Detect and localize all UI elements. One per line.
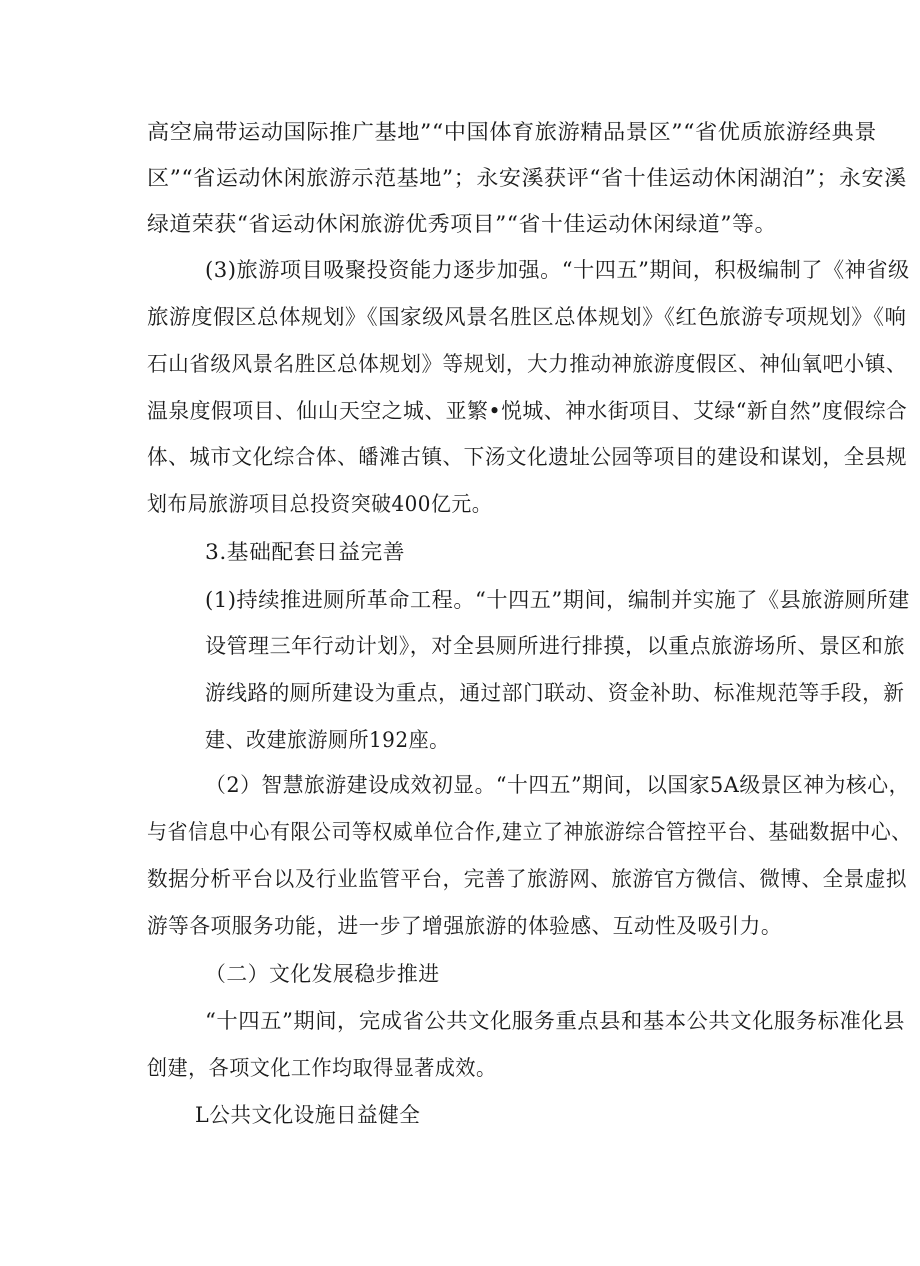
- text-line: 创建，各项文化工作均取得显著成效。: [147, 1056, 497, 1080]
- text-line: 旅游度假区总体规划》《国家级风景名胜区总体规划》《红色旅游专项规划》《响: [147, 305, 907, 329]
- text-line: 建、改建旅游厕所192座。: [205, 728, 450, 752]
- section-heading: 3.基础配套日益完善: [205, 540, 406, 564]
- section-heading: （二）文化发展稳步推进: [205, 962, 440, 986]
- text-line: “十四五”期间，完成省公共文化服务重点县和基本公共文化服务标准化县: [205, 1009, 906, 1033]
- text-line: (1)持续推进厕所革命工程。“十四五”期间，编制并实施了《县旅游厕所建: [205, 588, 910, 612]
- text-line: 游线路的厕所建设为重点，通过部门联动、资金补助、标准规范等手段，新: [205, 681, 905, 705]
- text-line: 区”“省运动休闲旅游示范基地”；永安溪获评“省十佳运动休闲湖泊”；永安溪: [147, 166, 907, 190]
- text-line: 体、城市文化综合体、皤滩古镇、下汤文化遗址公园等项目的建设和谋划，全县规: [147, 445, 907, 469]
- text-line: 划布局旅游项目总投资突破400亿元。: [147, 492, 493, 516]
- text-line: （2）智慧旅游建设成效初显。“十四五”期间，以国家5A级景区神为核心，: [205, 773, 910, 797]
- text-line: 与省信息中心有限公司等权威单位合作,建立了神旅游综合管控平台、基础数据中心、: [147, 820, 912, 844]
- text-line: 石山省级风景名胜区总体规划》等规划，大力推动神旅游度假区、神仙氧吧小镇、: [147, 352, 907, 376]
- text-line: 设管理三年行动计划》，对全县厕所进行排摸，以重点旅游场所、景区和旅: [205, 634, 905, 658]
- text-line: 游等各项服务功能，进一步了增强旅游的体验感、互动性及吸引力。: [147, 914, 783, 938]
- text-line: 数据分析平台以及行业监管平台，完善了旅游网、旅游官方微信、微博、全景虚拟: [147, 867, 907, 891]
- text-line: 温泉度假项目、仙山天空之城、亚繁•悦城、神水街项目、艾绿“新自然”度假综合: [147, 399, 908, 423]
- text-line: (3)旅游项目吸聚投资能力逐步加强。“十四五”期间，积极编制了《神省级: [205, 258, 910, 282]
- text-line: 绿道荣获“省运动休闲旅游优秀项目”“省十佳运动休闲绿道”等。: [147, 212, 777, 236]
- section-heading: L公共文化设施日益健全: [195, 1103, 421, 1127]
- text-line: 高空扁带运动国际推广基地”“中国体育旅游精品景区”“省优质旅游经典景: [147, 120, 877, 144]
